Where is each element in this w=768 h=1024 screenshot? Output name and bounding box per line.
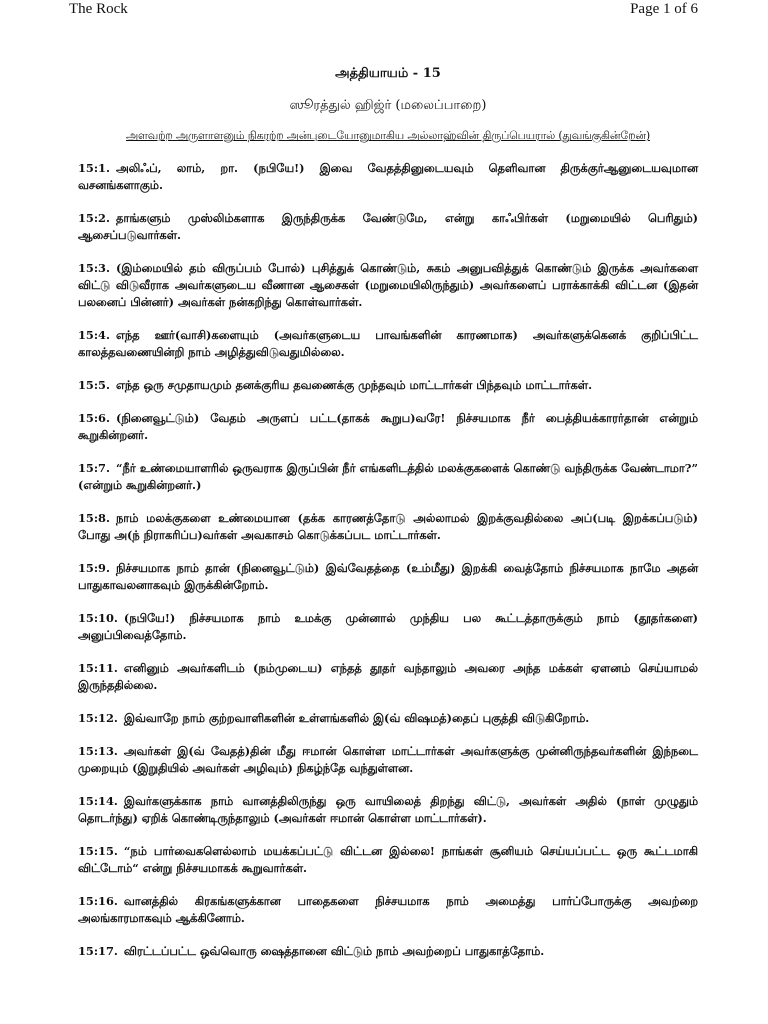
verse-paragraph xyxy=(78,410,698,444)
verse-text: அலிஃப், லாம், றா. (நபியே!) இவை வேதத்தினுடையவும் தெளிவான திருக்குர்ஆனுடையவுமான வசனங்களாகும். xyxy=(78,161,698,192)
chapter-title: அத்தியாயம் - 15 xyxy=(335,66,441,81)
verse-text: நிச்சயமாக நாம் தான் (நினைவூட்டும்) இவ்வேதத்தை (உம்மீது) இறக்கி வைத்தோம் நிச்சயமாக நாமே அதன் பாதுகாவலனாகவும் இருக்கின்றோம். xyxy=(78,561,698,592)
verse-text: தாங்களும் முஸ்லிம்களாக இருந்திருக்க வேண்டுமே, என்று காஃபிர்கள் (மறுமையில் பெரிதும்) ஆசைப்படுவார்கள். xyxy=(78,211,698,242)
verse-text: “நீர் உண்மையாளரில் ஒருவராக இருப்பின் நீர் எங்களிடத்தில் மலக்குகளைக் கொண்டு வந்திருக்க வேண்டாமா?” (என்றும் கூறுகின்றனர்.) xyxy=(78,461,698,492)
verse-paragraph xyxy=(78,793,698,827)
verse-paragraph xyxy=(78,377,698,394)
verse-text: விரட்டப்பட்ட ஒவ்வொரு ஷைத்தானை விட்டும் நாம் அவற்றைப் பாதுகாத்தோம். xyxy=(123,944,545,958)
verse-number: 15:10. xyxy=(78,611,118,625)
verse-paragraph xyxy=(78,260,698,311)
verse-text: எந்த ஊர்(வாசி)களையும் (அவர்களுடைய பாவங்களின் காரணமாக) அவர்களுக்கெனக் குறிப்பிட்ட காலத்தவணையின்றி நாம் அழித்துவிடுவதுமில்லை. xyxy=(78,328,698,359)
verse-text: எனினும் அவர்களிடம் (நம்முடைய) எந்தத் தூதர் வந்தாலும் அவரை அந்த மக்கள் ஏளனம் செய்யாமல் இருந்ததில்லை. xyxy=(78,661,698,692)
verse-number: 15:13. xyxy=(78,744,118,758)
verse-number: 15:9. xyxy=(78,561,110,575)
verse-number: 15:12. xyxy=(78,711,118,725)
verse-number: 15:15. xyxy=(78,844,118,858)
document-title: The Rock xyxy=(69,1,128,17)
page-header xyxy=(0,0,768,22)
verse-paragraph xyxy=(78,560,698,594)
verse-text: நாம் மலக்குகளை உண்மையான (தக்க காரணத்தோடு அல்லாமல் இறக்குவதில்லை அப்(படி இறக்கப்படும்) போது அ(ந் நிராகரிப்ப)வர்கள் அவகாசம் கொடுக்கப்பட மாட்டார்கள். xyxy=(78,511,698,542)
verse-text: அவர்கள் இ(வ் வேதத்)தின் மீது ஈமான் கொள்ள மாட்டார்கள் அவர்களுக்கு முன்னிருந்தவர்களின் இந்நடை முறையும் (இறுதியில் அவர்கள் அழிவும்) நிகழ்ந்தே வந்துள்ளன. xyxy=(78,744,698,775)
verse-number: 15:7. xyxy=(78,461,110,475)
verse-number: 15:1. xyxy=(78,161,110,175)
verse-number: 15:4. xyxy=(78,328,110,342)
verse-paragraph xyxy=(78,843,698,877)
verse-paragraph xyxy=(78,610,698,644)
verse-paragraph xyxy=(78,210,698,244)
verse-number: 15:14. xyxy=(78,794,118,808)
verse-text: (இம்மையில் தம் விருப்பம் போல்) புசித்துக் கொண்டும், சுகம் அனுபவித்துக் கொண்டும் இருக்க அவர்களை விட்டு விடுவீராக அவர்களுடைய வீணான ஆசைகள் (மறுமையிலிருந்தும்) அவர்களைப் பராக்காக்கி விட்டன (இதன் பலனைப் பின்னர்) அவர்கள் நன்கறிந்து கொள்வார்கள். xyxy=(78,261,698,309)
surah-title: ஸூரத்துல் ஹிஜ்ர் (மலைப்பாறை) xyxy=(289,98,487,113)
verse-paragraph xyxy=(78,327,698,361)
verse-paragraph xyxy=(78,743,698,777)
verse-paragraph xyxy=(78,893,698,927)
verse-text: வானத்தில் கிரகங்களுக்கான பாதைகளை நிச்சயமாக நாம் அமைத்து பார்ப்போருக்கு அவற்றை அலங்காரமாகவும் ஆக்கினோம். xyxy=(78,894,698,925)
verse-text: (நினைவூட்டும்) வேதம் அருளப் பட்ட(தாகக் கூறுப)வரே! நிச்சயமாக நீர் பைத்தியக்காரர்தான் என்றும் கூறுகின்றனர். xyxy=(78,411,698,442)
verse-text: (நபியே!) நிச்சயமாக நாம் உமக்கு முன்னால் முந்திய பல கூட்டத்தாருக்கும் நாம் (தூதர்களை) அனுப்பிவைத்தோம். xyxy=(78,611,698,642)
verse-number: 15:3. xyxy=(78,261,110,275)
verse-paragraph xyxy=(78,460,698,494)
verse-number: 15:6. xyxy=(78,411,110,425)
verse-paragraph xyxy=(78,510,698,544)
verse-text: “நம் பார்வைகளெல்லாம் மயக்கப்பட்டு விட்டன இல்லை! நாங்கள் சூனியம் செய்யப்பட்ட ஒரு கூட்டமாகி விட்டோம்“ என்று நிச்சயமாகக் கூறுவார்கள். xyxy=(78,844,698,875)
verse-text: இவர்களுக்காக நாம் வானத்திலிருந்து ஒரு வாயிலைத் திறந்து விட்டு, அவர்கள் அதில் (நாள் முழுதும் தொடர்ந்து) ஏறிக் கொண்டிருந்தாலும் (அவர்கள் ஈமான் கொள்ள மாட்டார்கள்). xyxy=(78,794,698,825)
verse-text: எந்த ஒரு சமுதாயமும் தனக்குரிய தவணைக்கு முந்தவும் மாட்டார்கள் பிந்தவும் மாட்டார்கள். xyxy=(115,378,593,392)
verse-list xyxy=(78,160,698,960)
bismillah-line: அளவற்ற அருளாளனும் நிகரற்ற அன்புடையோனுமாகிய அல்லாஹ்வின் திருப்பெயரால் (துவங்குகின்றேன்) xyxy=(126,129,650,142)
verse-text: இவ்வாறே நாம் குற்றவாளிகளின் உள்ளங்களில் இ(வ் விஷமத்)தைப் புகுத்தி விடுகிறோம். xyxy=(123,711,590,725)
verse-number: 15:11. xyxy=(78,661,118,675)
verse-number: 15:5. xyxy=(78,378,110,392)
verse-number: 15:8. xyxy=(78,511,110,525)
verse-number: 15:2. xyxy=(78,211,110,225)
verse-number: 15:16. xyxy=(78,894,118,908)
verse-paragraph xyxy=(78,710,698,727)
document-body xyxy=(78,66,698,976)
verse-number: 15:17. xyxy=(78,944,118,958)
verse-paragraph xyxy=(78,660,698,694)
page-number: Page 1 of 6 xyxy=(630,1,698,17)
verse-paragraph xyxy=(78,160,698,194)
verse-paragraph xyxy=(78,943,698,960)
